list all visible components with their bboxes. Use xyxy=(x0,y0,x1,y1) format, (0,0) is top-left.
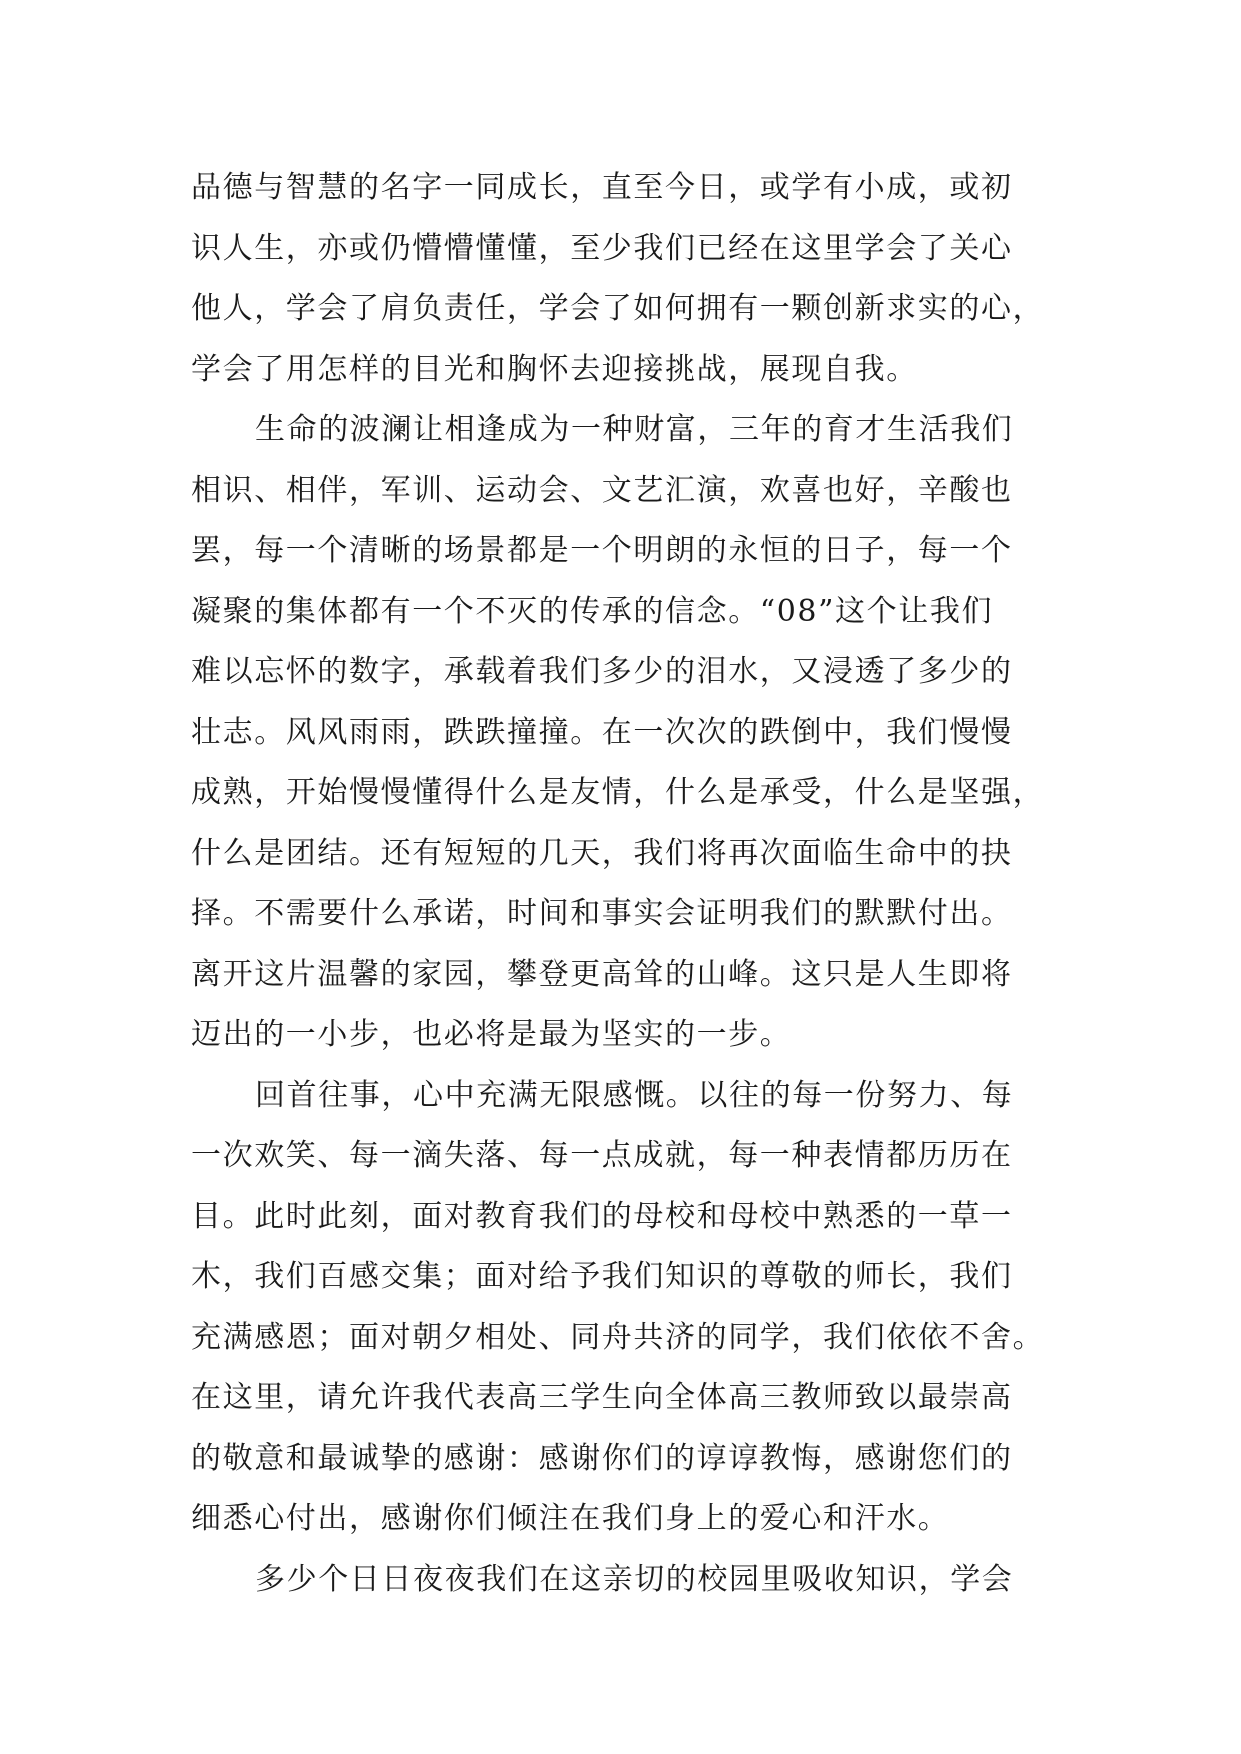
text-line: 学会了用怎样的目光和胸怀去迎接挑战，展现自我。 xyxy=(191,351,918,387)
text-line: 难以忘怀的数字，承载着我们多少的泪水，又浸透了多少的 xyxy=(191,654,1013,689)
text-line: 充满感恩；面对朝夕相处、同舟共济的同学，我们依依不舍。 xyxy=(191,1319,1045,1355)
text-line: 细悉心付出，感谢你们倾注在我们身上的爱心和汗水。 xyxy=(191,1501,950,1536)
paragraph-first-line: 回首往事，心中充满无限感慨。以往的每一份努力、每 xyxy=(255,1077,1014,1113)
text-line: 离开这片温馨的家园，攀登更高耸的山峰。这只是人生即将 xyxy=(191,956,1013,992)
text-line: 他人，学会了肩负责任，学会了如何拥有一颗创新求实的心， xyxy=(191,291,1045,326)
text-line: 凝聚的集体都有一个不灭的传承的信念。“08”这个让我们 xyxy=(191,593,994,629)
text-line: 迈出的一小步，也必将是最为坚实的一步。 xyxy=(191,1017,792,1052)
paragraph-first-line: 生命的波澜让相逢成为一种财富，三年的育才生活我们 xyxy=(255,412,1014,447)
text-line: 一次欢笑、每一滴失落、每一点成就，每一种表情都历历在 xyxy=(191,1138,1013,1173)
text-line: 在这里，请允许我代表高三学生向全体高三教师致以最崇高 xyxy=(191,1380,1013,1415)
text-line: 相识、相伴，军训、运动会、文艺汇演，欢喜也好，辛酸也 xyxy=(191,472,1013,508)
text-line: 目。此时此刻，面对教育我们的母校和母校中熟悉的一草一 xyxy=(191,1198,1013,1234)
text-line: 木，我们百感交集；面对给予我们知识的尊敬的师长，我们 xyxy=(191,1259,1013,1294)
body-text xyxy=(191,158,1051,1610)
text-line: 品德与智慧的名字一同成长，直至今日，或学有小成，或初 xyxy=(191,170,1013,205)
text-line: 壮志。风风雨雨，跌跌撞撞。在一次次的跌倒中，我们慢慢 xyxy=(191,714,1013,750)
text-line: 择。不需要什么承诺，时间和事实会证明我们的默默付出。 xyxy=(191,896,1013,931)
text-line: 什么是团结。还有短短的几天，我们将再次面临生命中的抉 xyxy=(191,835,1013,871)
text-line: 成熟，开始慢慢懂得什么是友情，什么是承受，什么是坚强， xyxy=(191,775,1045,810)
text-line: 识人生，亦或仍懵懵懂懂，至少我们已经在这里学会了关心 xyxy=(191,230,1013,266)
text-line: 的敬意和最诚挚的感谢：感谢你们的谆谆教悔，感谢您们的 xyxy=(191,1440,1013,1476)
text-line: 罢，每一个清晰的场景都是一个明朗的永恒的日子，每一个 xyxy=(191,533,1013,568)
paragraph-first-line: 多少个日日夜夜我们在这亲切的校园里吸收知识，学会 xyxy=(255,1561,1014,1597)
